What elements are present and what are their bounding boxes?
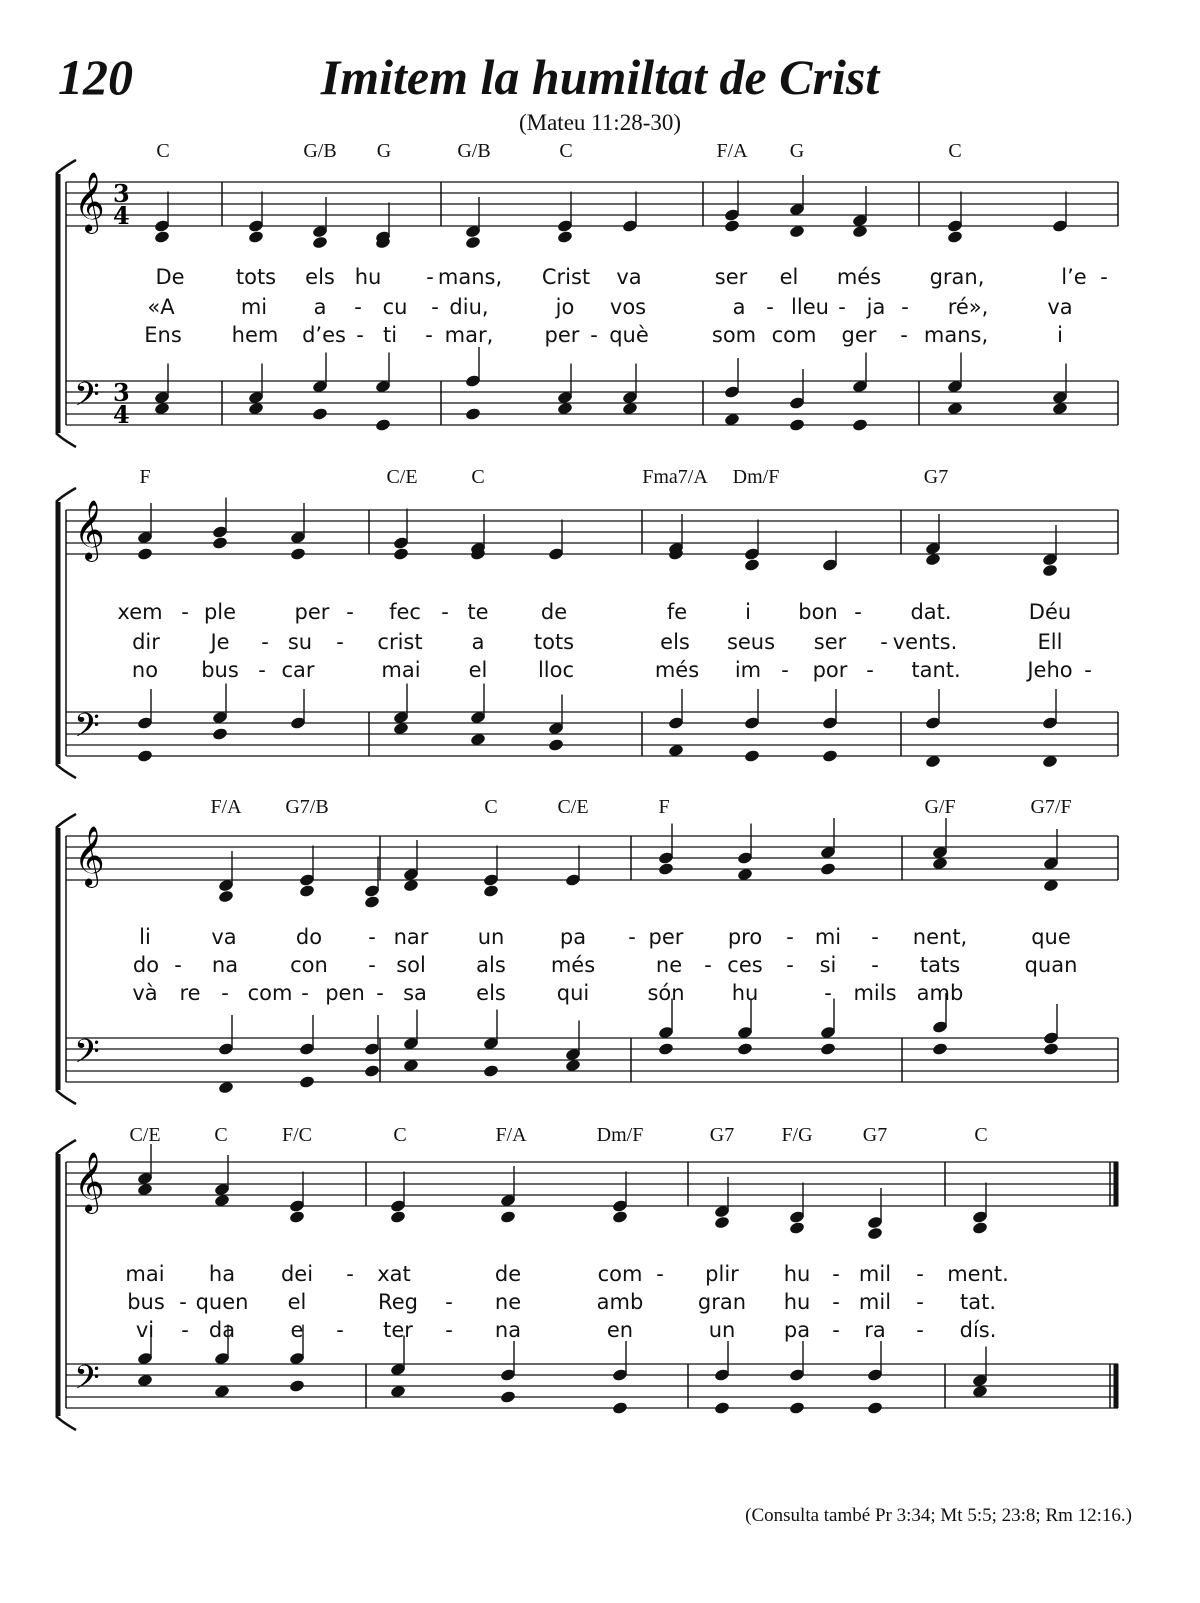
lyric-verse-2: ne	[655, 953, 683, 977]
chord-symbol: Dm/F	[596, 1124, 644, 1146]
time-signature-bottom: 4	[113, 201, 130, 230]
lyric-verse-3: -	[301, 981, 309, 1005]
note-head	[1042, 563, 1059, 577]
hymn-number: 120	[58, 49, 133, 105]
lyric-verse-2: na	[211, 953, 239, 977]
lyric-verse-2: ces	[727, 953, 763, 977]
lyric-verse-1: do	[295, 925, 323, 949]
note-head	[364, 1064, 381, 1078]
lyric-verse-3: -	[356, 323, 364, 347]
lyric-verse-1: dat.	[910, 600, 952, 624]
note-head	[483, 884, 500, 898]
lyric-verse-1: que	[1031, 925, 1071, 949]
lyric-verse-2: -	[354, 295, 362, 319]
lyric-verse-1: plir	[705, 1262, 739, 1286]
lyric-verse-1: més	[836, 265, 882, 289]
lyric-verse-2: -	[766, 295, 774, 319]
chord-symbol: F/C	[281, 1124, 313, 1146]
lyric-verse-3: hem	[231, 323, 279, 347]
lyric-verse-1: un	[477, 925, 505, 949]
lyric-verse-3: da	[208, 1318, 236, 1342]
note-head	[218, 889, 235, 903]
chord-symbol: C	[559, 140, 573, 162]
note-head	[737, 1042, 754, 1056]
note-head	[137, 547, 154, 561]
lyric-verse-2: bus	[127, 1290, 165, 1314]
lyric-verse-3: dís.	[959, 1318, 997, 1342]
chord-symbol: F	[658, 796, 670, 818]
lyric-verse-2: -	[838, 295, 846, 319]
note-head	[212, 536, 229, 550]
lyric-verse-2: Reg	[378, 1290, 418, 1314]
note-head	[289, 1210, 306, 1224]
chord-symbol: G7	[862, 1124, 888, 1146]
note-head	[548, 738, 565, 752]
lyric-verse-2: Je	[210, 630, 230, 654]
chord-symbol: C/E	[129, 1124, 161, 1146]
lyric-verse-3: ter	[383, 1318, 413, 1342]
lyric-verse-3: ger	[841, 323, 877, 347]
chord-symbol: F/G	[781, 1124, 813, 1146]
lyric-verse-1: -	[181, 600, 189, 624]
lyric-verse-3: vi	[135, 1318, 155, 1342]
bracket-bottom-hook	[56, 764, 76, 778]
lyric-verse-1: de	[540, 600, 568, 624]
note-head	[789, 1221, 806, 1235]
treble-clef-icon: 𝄞	[74, 1152, 105, 1212]
chord-symbol: G7/F	[1030, 796, 1072, 818]
lyric-verse-2: quan	[1024, 953, 1078, 977]
lyric-verse-1: De	[155, 265, 185, 289]
lyric-verse-2: a	[313, 295, 327, 319]
lyric-verse-2: més	[550, 953, 596, 977]
lyric-verse-2: -	[336, 630, 344, 654]
note-head	[465, 235, 482, 249]
lyric-verse-3: mils	[853, 981, 897, 1005]
lyric-verse-3: d’es	[302, 323, 346, 347]
lyric-verse-2: jo	[555, 295, 575, 319]
lyric-verse-2: su	[287, 630, 313, 654]
lyric-verse-2: -	[179, 1290, 187, 1314]
lyric-verse-3: na	[494, 1318, 522, 1342]
lyric-verse-1: hu	[783, 1262, 811, 1286]
lyric-verse-1: mai	[125, 1262, 165, 1286]
chord-symbol: G7/B	[285, 796, 329, 818]
lyric-verse-3: sa	[403, 981, 427, 1005]
footnote: (Consulta també Pr 3:34; Mt 5:5; 23:8; Rm 12:16.)	[745, 1505, 1132, 1526]
chord-symbol: C	[156, 140, 170, 162]
lyric-verse-1: te	[467, 600, 489, 624]
lyric-verse-3: hu	[731, 981, 759, 1005]
lyric-verse-1: gran,	[929, 265, 985, 289]
note-head	[612, 1401, 629, 1415]
lyric-verse-1: ha	[208, 1262, 236, 1286]
lyric-verse-3: com	[771, 323, 817, 347]
note-head	[465, 407, 482, 421]
lyric-verse-2: als	[476, 953, 506, 977]
lyric-verse-1: i	[745, 600, 751, 624]
lyric-verse-2: ré»,	[947, 295, 989, 319]
lyric-verse-2: diu,	[449, 295, 489, 319]
lyric-verse-3: per	[544, 323, 580, 347]
lyric-verse-2: -	[871, 953, 879, 977]
lyric-verse-3: -	[590, 323, 598, 347]
note-head	[867, 1401, 884, 1415]
bass-clef-icon: 𝄢	[74, 1033, 100, 1079]
treble-clef-icon: 𝄞	[74, 172, 105, 232]
note-head	[714, 1401, 731, 1415]
lyric-verse-1: -	[368, 925, 376, 949]
note-head	[212, 727, 229, 741]
note-head	[154, 230, 171, 244]
lyric-verse-3: -	[1084, 658, 1092, 682]
scripture-reference: (Mateu 11:28-30)	[518, 110, 682, 135]
note-head	[289, 1379, 306, 1393]
lyric-verse-3: -	[445, 1318, 453, 1342]
lyric-verse-2: do	[132, 953, 160, 977]
lyric-verse-2: amb	[596, 1290, 644, 1314]
treble-clef-icon: 𝄞	[74, 500, 105, 560]
lyric-verse-1: xem	[117, 600, 163, 624]
lyric-verse-1: -	[1100, 265, 1108, 289]
lyric-verse-1: pro	[727, 925, 763, 949]
lyric-verse-2: hu	[783, 1290, 811, 1314]
lyric-verse-2: seus	[726, 630, 776, 654]
lyric-verse-2: -	[832, 1290, 840, 1314]
lyric-verse-3: im	[734, 658, 762, 682]
lyric-verse-2: crist	[377, 630, 423, 654]
lyric-verse-1: mi	[814, 925, 842, 949]
bracket-bottom-hook	[56, 433, 76, 447]
lyric-verse-3: mar,	[444, 323, 494, 347]
note-head	[947, 230, 964, 244]
chord-symbol: G	[789, 140, 805, 162]
lyric-verse-1: -	[832, 1262, 840, 1286]
note-head	[658, 862, 675, 876]
lyric-verse-1: fec	[389, 600, 421, 624]
note-head	[852, 418, 869, 432]
bracket-top-hook	[56, 1140, 76, 1154]
lyric-verse-3: Jeho	[1027, 658, 1073, 682]
time-signature-bottom: 4	[113, 400, 130, 429]
lyric-verse-1: -	[854, 600, 862, 624]
lyric-verse-3: -	[221, 981, 229, 1005]
note-head	[375, 418, 392, 432]
lyric-verse-1: de	[494, 1262, 522, 1286]
bass-clef-icon: 𝄢	[74, 707, 100, 753]
lyric-verse-1: li	[139, 925, 151, 949]
lyric-verse-3: -	[916, 1318, 924, 1342]
lyric-verse-3: en	[606, 1318, 634, 1342]
lyric-verse-2: mil	[858, 1290, 892, 1314]
note-head	[312, 407, 329, 421]
lyric-verse-1: -	[786, 925, 794, 949]
chord-symbol: Dm/F	[732, 466, 780, 488]
chord-symbol: C	[471, 466, 485, 488]
lyric-verse-2: Ell	[1037, 630, 1063, 654]
lyric-verse-3: ti	[382, 323, 398, 347]
bracket-top-hook	[56, 160, 76, 174]
lyric-verse-1: l’e	[1061, 265, 1087, 289]
note-head	[557, 230, 574, 244]
lyric-verse-3: són	[647, 981, 685, 1005]
note-head	[972, 1221, 989, 1235]
lyric-verse-2: tots	[533, 630, 575, 654]
lyric-verse-3: -	[866, 658, 874, 682]
lyric-verse-3: và	[132, 981, 158, 1005]
lyric-verse-3: qui	[556, 981, 590, 1005]
lyric-verse-2: dir	[132, 630, 160, 654]
treble-clef-icon: 𝄞	[74, 826, 105, 886]
note-head	[820, 1042, 837, 1056]
lyric-verse-2: vents.	[892, 630, 958, 654]
lyric-verse-1: va	[616, 265, 642, 289]
lyric-verse-3: re	[179, 981, 201, 1005]
chord-symbol: C	[974, 1124, 988, 1146]
lyric-verse-2: gran	[697, 1290, 747, 1314]
lyric-verse-2: tats	[919, 953, 961, 977]
lyric-verse-3: som	[711, 323, 757, 347]
note-head	[500, 1210, 517, 1224]
time-signature-top: 3	[113, 179, 130, 208]
chord-symbol: Fma7/A	[642, 466, 708, 488]
chord-symbol: F	[139, 466, 151, 488]
lyric-verse-3: -	[900, 323, 908, 347]
lyric-verse-2: mi	[240, 295, 268, 319]
lyric-verse-3: -	[336, 1318, 344, 1342]
lyric-verse-1: ple	[203, 600, 237, 624]
note-head	[724, 219, 741, 233]
chord-symbol: C	[393, 1124, 407, 1146]
note-head	[483, 1064, 500, 1078]
lyric-verse-1: els	[305, 265, 335, 289]
bass-clef-icon: 𝄢	[74, 376, 100, 422]
lyric-verse-3: un	[708, 1318, 736, 1342]
lyric-verse-1: -	[916, 1262, 924, 1286]
lyric-verse-1: -	[628, 925, 636, 949]
note-head	[867, 1226, 884, 1240]
note-head	[789, 1401, 806, 1415]
lyric-verse-2: ja	[866, 295, 886, 319]
bass-clef-icon: 𝄢	[74, 1359, 100, 1405]
lyric-verse-2: -	[786, 953, 794, 977]
chord-symbol: F/A	[716, 140, 748, 162]
chord-symbol: G	[376, 140, 392, 162]
lyric-verse-3: -	[376, 981, 384, 1005]
chord-symbol: C	[484, 796, 498, 818]
note-head	[612, 1210, 629, 1224]
lyric-verse-2: ser	[813, 630, 847, 654]
chord-symbol: C	[948, 140, 962, 162]
lyric-verse-2: -	[445, 1290, 453, 1314]
chord-symbol: C/E	[557, 796, 589, 818]
note-head	[290, 547, 307, 561]
lyric-verse-2: el	[287, 1290, 307, 1314]
bracket-bottom-hook	[56, 1416, 76, 1430]
lyric-verse-1: dei	[280, 1262, 314, 1286]
lyric-verse-3: e	[290, 1318, 304, 1342]
lyric-verse-3: com	[247, 981, 293, 1005]
lyric-verse-2: «A	[147, 295, 175, 319]
lyric-verse-1: pa	[559, 925, 587, 949]
note-head	[789, 418, 806, 432]
lyric-verse-3: ra	[864, 1318, 886, 1342]
note-head	[932, 1042, 949, 1056]
time-signature-top: 3	[113, 378, 130, 407]
lyric-verse-1: -	[346, 600, 354, 624]
chord-symbol: C/E	[386, 466, 418, 488]
lyric-verse-1: Crist	[541, 265, 591, 289]
lyric-verse-1: per	[294, 600, 330, 624]
chord-symbol: G7	[923, 466, 949, 488]
lyric-verse-3: tant.	[911, 658, 961, 682]
lyric-verse-1: ser	[714, 265, 748, 289]
lyric-verse-2: con	[290, 953, 328, 977]
lyric-verse-3: car	[281, 658, 315, 682]
lyric-verse-1: el	[779, 265, 799, 289]
lyric-verse-3: -	[824, 981, 832, 1005]
lyric-verse-1: -	[346, 1262, 354, 1286]
note-head	[744, 749, 761, 763]
lyric-verse-1: nent,	[912, 925, 968, 949]
lyric-verse-2: tat.	[959, 1290, 997, 1314]
hymn-title: Imitem la humiltat de Crist	[320, 49, 880, 105]
lyric-verse-3: i	[1057, 323, 1063, 347]
lyric-verse-3: amb	[916, 981, 964, 1005]
lyric-verse-2: lleu	[791, 295, 829, 319]
lyric-verse-2: -	[704, 953, 712, 977]
lyric-verse-1: Déu	[1028, 600, 1072, 624]
lyric-verse-1: hu	[354, 265, 382, 289]
lyric-verse-3: no	[131, 658, 159, 682]
lyric-verse-2: -	[901, 295, 909, 319]
note-head	[500, 1390, 517, 1404]
lyric-verse-3: el	[468, 658, 488, 682]
note-head	[248, 230, 265, 244]
note-head	[822, 749, 839, 763]
lyric-verse-3: pen	[325, 981, 365, 1005]
note-head	[1043, 1042, 1060, 1056]
lyric-verse-2: a	[471, 630, 485, 654]
lyric-verse-1: xat	[377, 1262, 411, 1286]
lyric-verse-1: -	[656, 1262, 664, 1286]
note-head	[820, 862, 837, 876]
note-head	[299, 884, 316, 898]
lyric-verse-3: pa	[783, 1318, 811, 1342]
note-head	[299, 1075, 316, 1089]
bracket-top-hook	[56, 814, 76, 828]
lyric-verse-2: si	[819, 953, 837, 977]
lyric-verse-1: ment.	[947, 1262, 1009, 1286]
lyric-verse-1: tots	[235, 265, 277, 289]
lyric-verse-2: va	[1047, 295, 1073, 319]
lyric-verse-2: -	[261, 630, 269, 654]
note-head	[364, 895, 381, 909]
chord-symbol: G/B	[303, 140, 337, 162]
lyric-verse-2: sol	[396, 953, 426, 977]
lyric-verse-3: els	[476, 981, 506, 1005]
lyric-verse-2: cu	[382, 295, 408, 319]
lyric-verse-2: ne	[494, 1290, 522, 1314]
lyric-verse-2: vos	[609, 295, 647, 319]
lyric-verse-3: Ens	[144, 323, 182, 347]
note-head	[137, 749, 154, 763]
lyric-verse-3: lloc	[537, 658, 575, 682]
lyric-verse-2: -	[431, 295, 439, 319]
lyric-verse-2: -	[916, 1290, 924, 1314]
note-head	[312, 235, 329, 249]
lyric-verse-1: -	[871, 925, 879, 949]
lyric-verse-2: els	[660, 630, 690, 654]
lyric-verse-3: -	[425, 323, 433, 347]
lyric-verse-2: quen	[195, 1290, 249, 1314]
lyric-verse-2: -	[174, 953, 182, 977]
lyric-verse-1: mil	[858, 1262, 892, 1286]
lyric-verse-3: -	[832, 1318, 840, 1342]
lyric-verse-3: què	[609, 323, 649, 347]
lyric-verse-1: per	[648, 925, 684, 949]
lyric-verse-3: mai	[381, 658, 421, 682]
bracket-top-hook	[56, 488, 76, 502]
lyric-verse-1: bon	[798, 600, 838, 624]
lyric-verse-2: -	[880, 630, 888, 654]
chord-symbol: G7	[709, 1124, 735, 1146]
lyric-verse-2: -	[368, 953, 376, 977]
note-head	[390, 1210, 407, 1224]
lyric-verse-3: més	[654, 658, 700, 682]
lyric-verse-3: -	[181, 1318, 189, 1342]
chord-symbol: G/F	[924, 796, 956, 818]
note-head	[744, 558, 761, 572]
bracket-bottom-hook	[56, 1090, 76, 1104]
lyric-verse-3: -	[781, 658, 789, 682]
note-head	[714, 1215, 731, 1229]
lyric-verse-3: bus	[201, 658, 239, 682]
lyric-verse-2: a	[732, 295, 746, 319]
note-head	[393, 547, 410, 561]
lyric-verse-1: va	[211, 925, 237, 949]
chord-symbol: F/A	[495, 1124, 527, 1146]
lyric-verse-3: mans,	[923, 323, 989, 347]
lyric-verse-1: nar	[393, 925, 429, 949]
lyric-verse-1: com	[597, 1262, 643, 1286]
lyric-verse-3: por	[812, 658, 848, 682]
note-head	[658, 1042, 675, 1056]
lyric-verse-1: fe	[666, 600, 688, 624]
chord-symbol: G/B	[457, 140, 491, 162]
lyric-verse-3: -	[258, 658, 266, 682]
lyric-verse-1: -	[426, 265, 434, 289]
chord-symbol: C	[214, 1124, 228, 1146]
chord-symbol: F/A	[210, 796, 242, 818]
lyric-verse-1: mans,	[437, 265, 503, 289]
lyric-verse-1: -	[441, 600, 449, 624]
